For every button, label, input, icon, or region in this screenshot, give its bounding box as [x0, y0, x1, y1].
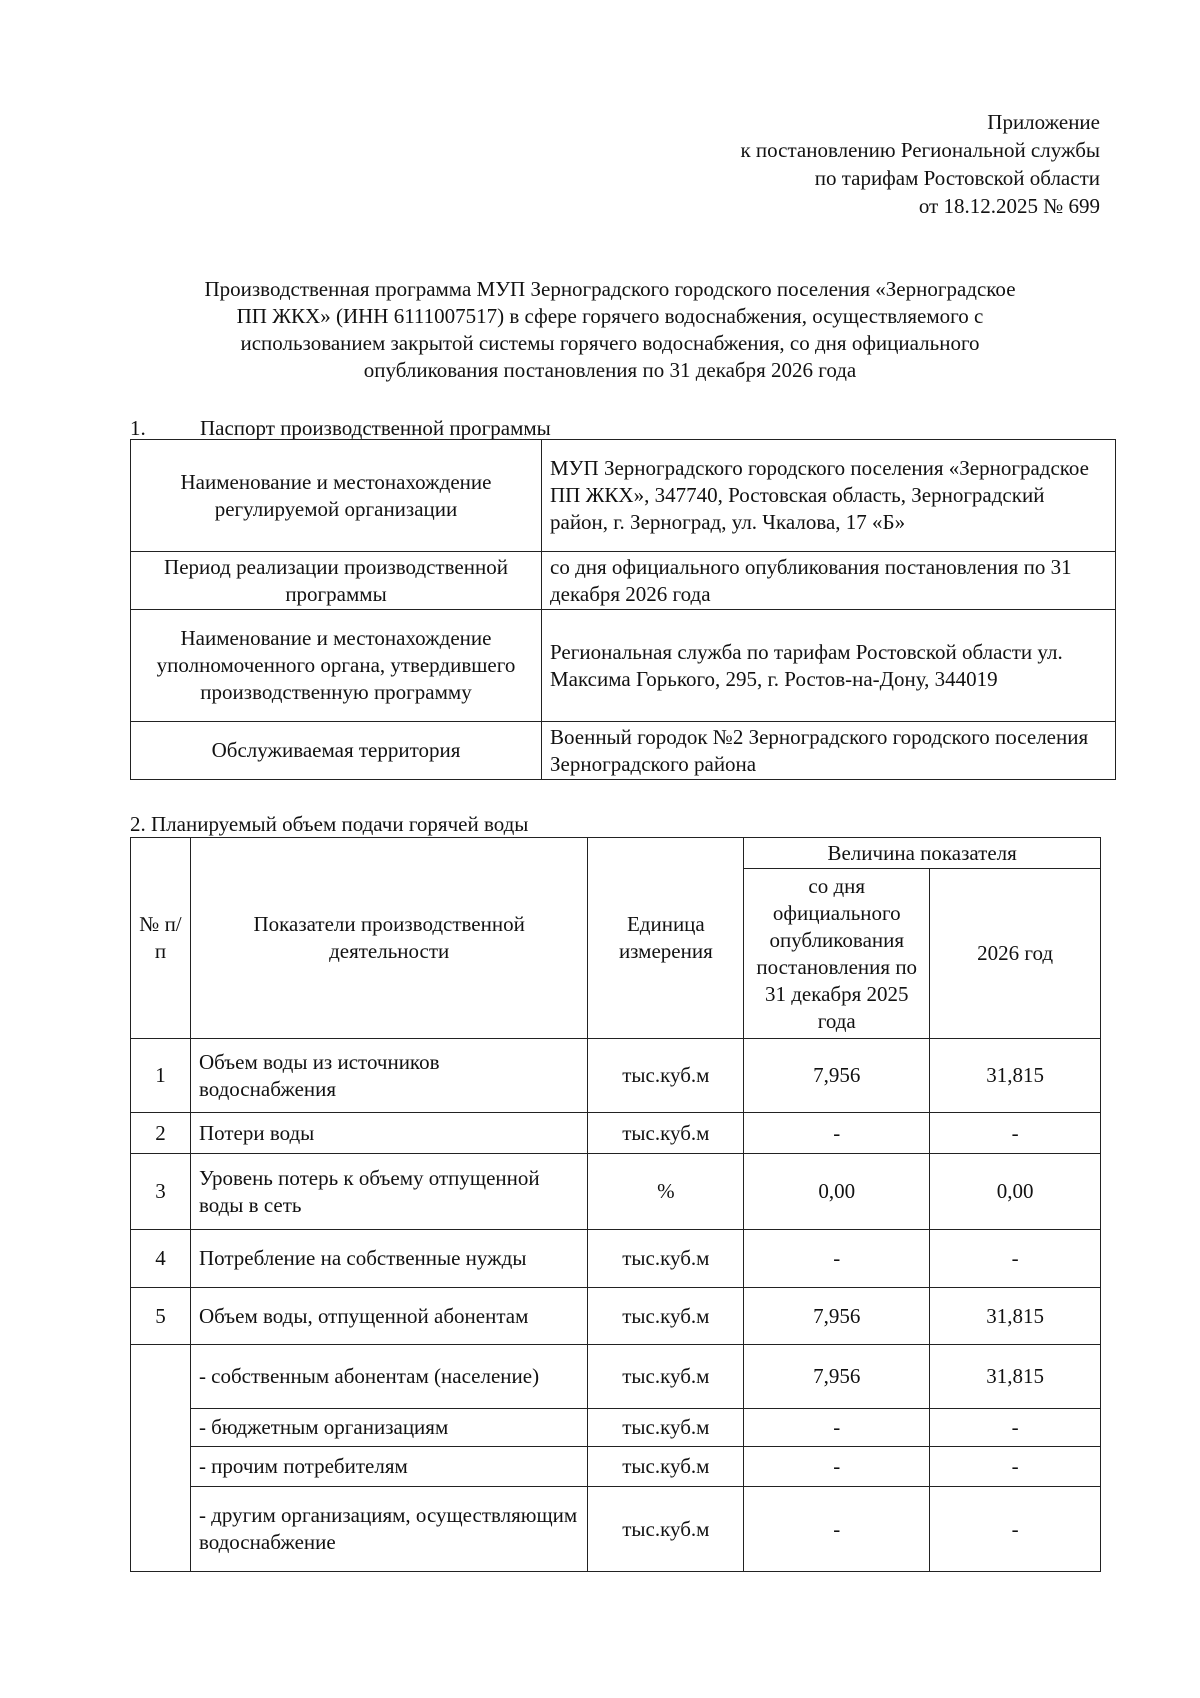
- row-unit: тыс.куб.м: [588, 1447, 744, 1487]
- passport-label: Обслуживаемая территория: [131, 722, 542, 780]
- col-header-period1: со дня официального опубликования постановления по 31 декабря 2025 года: [744, 869, 930, 1039]
- row-name: Потребление на собственные нужды: [190, 1230, 587, 1288]
- table-row: [131, 1447, 1101, 1487]
- table-row: [131, 1487, 1101, 1572]
- row-value-2025: 7,956: [744, 1288, 930, 1345]
- row-value-2025: 7,956: [744, 1039, 930, 1113]
- row-value-2025: 7,956: [744, 1345, 930, 1409]
- row-value-2025: 0,00: [744, 1154, 930, 1230]
- title-line: ПП ЖКХ» (ИНН 6111007517) в сфере горячего водоснабжения, осуществляемого с: [236, 304, 984, 328]
- title-line: использованием закрытой системы горячего водоснабжения, со дня официального: [240, 331, 980, 355]
- row-value-2025: -: [744, 1113, 930, 1154]
- row-value-2025: -: [744, 1230, 930, 1288]
- row-unit: %: [588, 1154, 744, 1230]
- table-row: [131, 610, 1116, 722]
- col-header-indicator: Показатели производственной деятельности: [190, 838, 587, 1039]
- row-value-2026: -: [930, 1487, 1101, 1572]
- appendix-line: от 18.12.2025 № 699: [918, 194, 1100, 218]
- row-num-blank: [131, 1345, 191, 1572]
- row-name: Объем воды, отпущенной абонентам: [190, 1288, 587, 1345]
- table-row: [131, 1288, 1101, 1345]
- row-unit: тыс.куб.м: [588, 1345, 744, 1409]
- passport-value: МУП Зерноградского городского поселения «Зерноградское ПП ЖКХ», 347740, Ростовская область, Зерноградский район, г. Зерноград, ул. Чкалова, 17 «Б»: [542, 440, 1116, 552]
- row-name: - бюджетным организациям: [190, 1409, 587, 1447]
- row-num: 4: [131, 1230, 191, 1288]
- passport-label: Наименование и местонахождение регулируемой организации: [131, 440, 542, 552]
- passport-label: Период реализации производственной программы: [131, 552, 542, 610]
- document-title: [130, 276, 1090, 384]
- section2-heading: 2. Планируемый объем подачи горячей воды: [130, 812, 529, 836]
- row-num: 1: [131, 1039, 191, 1113]
- row-name: Потери воды: [190, 1113, 587, 1154]
- row-unit: тыс.куб.м: [588, 1409, 744, 1447]
- row-unit: тыс.куб.м: [588, 1288, 744, 1345]
- title-line: Производственная программа МУП Зерноградского городского поселения «Зерноградское: [204, 277, 1016, 301]
- section1-heading: [130, 416, 551, 440]
- appendix-line: к постановлению Региональной службы: [740, 138, 1100, 162]
- row-name: Объем воды из источников водоснабжения: [190, 1039, 587, 1113]
- passport-value: Военный городок №2 Зерноградского городского поселения Зерноградского района: [542, 722, 1116, 780]
- col-header-num: № п/ п: [131, 838, 191, 1039]
- row-value-2026: 31,815: [930, 1288, 1101, 1345]
- volume-table: [130, 837, 1101, 1572]
- col-header-value-group: Величина показателя: [744, 838, 1101, 869]
- passport-table: [130, 439, 1116, 780]
- table-row: [131, 552, 1116, 610]
- appendix-block: [740, 108, 1100, 220]
- row-unit: тыс.куб.м: [588, 1230, 744, 1288]
- row-name: - прочим потребителям: [190, 1447, 587, 1487]
- table-row: [131, 1113, 1101, 1154]
- row-value-2026: 31,815: [930, 1345, 1101, 1409]
- table-row: [131, 440, 1116, 552]
- row-value-2026: 0,00: [930, 1154, 1101, 1230]
- row-unit: тыс.куб.м: [588, 1039, 744, 1113]
- row-value-2026: -: [930, 1230, 1101, 1288]
- table-row: [131, 722, 1116, 780]
- row-unit: тыс.куб.м: [588, 1487, 744, 1572]
- row-num: 3: [131, 1154, 191, 1230]
- row-value-2026: -: [930, 1409, 1101, 1447]
- row-value-2026: 31,815: [930, 1039, 1101, 1113]
- section1-title: Паспорт производственной программы: [200, 416, 551, 440]
- col-header-period2: 2026 год: [930, 869, 1101, 1039]
- col-header-unit: Единица измерения: [588, 838, 744, 1039]
- passport-label: Наименование и местонахождение уполномоченного органа, утвердившего производственную программу: [131, 610, 542, 722]
- row-num: 5: [131, 1288, 191, 1345]
- table-row: [131, 1230, 1101, 1288]
- row-name: - другим организациям, осуществляющим водоснабжение: [190, 1487, 587, 1572]
- row-value-2025: -: [744, 1487, 930, 1572]
- table-row: [131, 1039, 1101, 1113]
- row-unit: тыс.куб.м: [588, 1113, 744, 1154]
- row-name: - собственным абонентам (население): [190, 1345, 587, 1409]
- row-num: 2: [131, 1113, 191, 1154]
- passport-value: со дня официального опубликования постановления по 31 декабря 2026 года: [542, 552, 1116, 610]
- row-value-2025: -: [744, 1409, 930, 1447]
- title-line: опубликования постановления по 31 декабря 2026 года: [363, 358, 857, 382]
- row-value-2026: -: [930, 1113, 1101, 1154]
- header-row: [131, 838, 1101, 869]
- table-row: [131, 1154, 1101, 1230]
- row-value-2026: -: [930, 1447, 1101, 1487]
- row-value-2025: -: [744, 1447, 930, 1487]
- appendix-line: Приложение: [987, 110, 1100, 134]
- table-row: [131, 1345, 1101, 1409]
- passport-value: Региональная служба по тарифам Ростовской области ул. Максима Горького, 295, г. Ростов-на-Дону, 344019: [542, 610, 1116, 722]
- row-name: Уровень потерь к объему отпущенной воды в сеть: [190, 1154, 587, 1230]
- appendix-line: по тарифам Ростовской области: [814, 166, 1100, 190]
- section1-number: 1.: [130, 416, 146, 440]
- table-row: [131, 1409, 1101, 1447]
